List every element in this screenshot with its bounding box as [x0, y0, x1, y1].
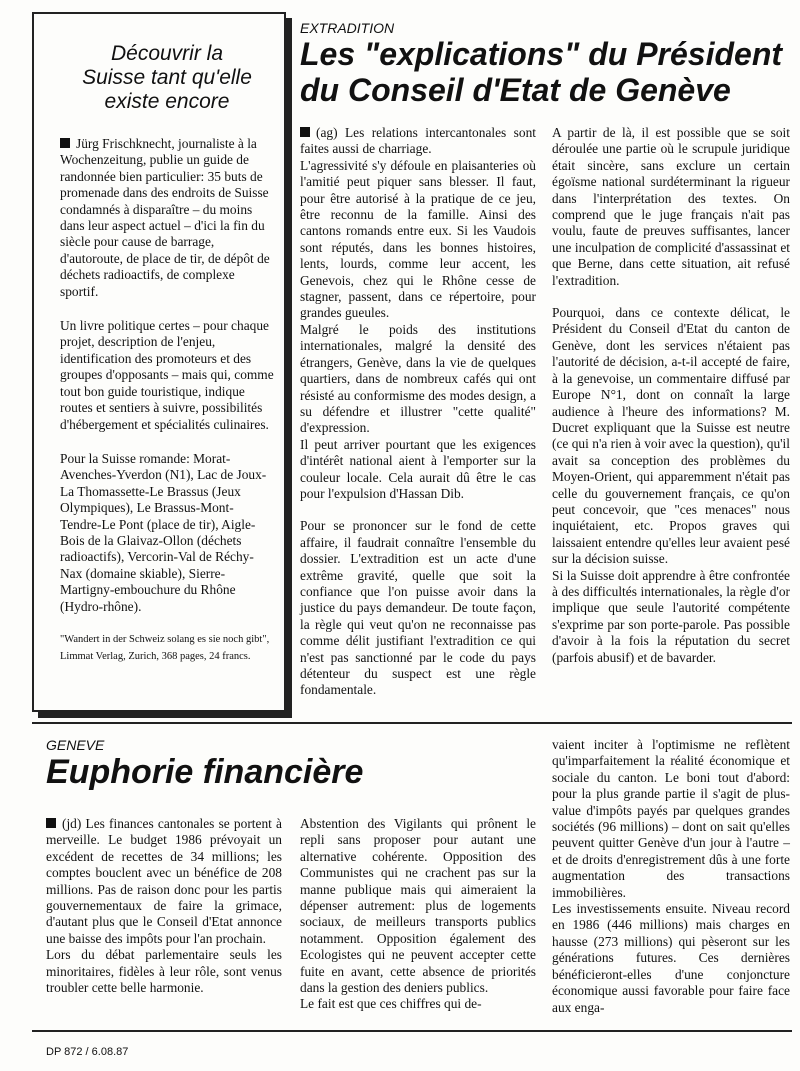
paragraph: Les investissements ensuite. Niveau record en 1986 (446 millions) mais charges en hausse (273 millions) qui pèseront sur les générations futures. Ces dernières bénéficieront-elles d'une conjoncture économique aussi favorable pour faire face aux enga- — [552, 901, 790, 1015]
paragraph: Si la Suisse doit apprendre à être confrontée à des difficultés internationales, la règle d'or implique que seule l'autorité compétente s'exprime par son porte-parole. Pas possible d'avoir à la fois la réputation du secret (parfois abusif) et de bavarder. — [552, 567, 790, 665]
issue-footer: DP 872 / 6.08.87 — [46, 1046, 129, 1058]
paragraph: Lors du débat parlementaire seuls les minoritaires, fidèles à leur rôle, sont venus troubler cette belle harmonie. — [46, 947, 282, 996]
article2-headline: Euphorie financière — [46, 753, 364, 791]
paragraph: Malgré le poids des institutions internationales, malgré la densité des étrangers, Genève, dans la vie de quelques quartiers, dans de nombreux cafés qui ont résisté au conformisme des modes design, a su défendre et illustrer "cette qualité" d'expression. — [300, 321, 536, 436]
sidebar-box — [32, 12, 286, 712]
article2-column-3 — [552, 737, 790, 1016]
paragraph: L'agressivité s'y défoule en plaisanteries où l'amitié peut piquer sans blesser. Il faut, pour être autorisé à la pratique de ce jeu, être reconnu de la famille. Ainsi des cantons romands entre eux. Si les Vaudois sont réputés, dans les bonnes histoires, lents, lourds, comme leur accent, les Genevois, chez qui le Rhône cesse de stagner, passent, dans ce répertoire, pour grandes gueules. — [300, 157, 536, 321]
paragraph: vaient inciter à l'optimisme ne reflètent qu'imparfaitement la réalité économique et sociale du canton. Le boni tout d'abord: pour la plus grande partie il s'agit de plus-value d'impôts payés par quelques grandes sociétés (96 millions) – dont on sait qu'elles peuvent quitter Genève d'un jour à l'autre – et de droits d'enregistrement dûs à une forte augmentation des transactions immobilières. — [552, 737, 790, 900]
bullet-square-icon — [60, 138, 70, 148]
sidebar-reference: "Wandert in der Schweiz solang es sie noch gibt", Limmat Verlag, Zurich, 368 pages, 24 francs. — [60, 633, 270, 662]
bullet-square-icon — [46, 818, 56, 828]
paragraph: (ag) Les relations intercantonales sont faites aussi de charriage. — [300, 125, 536, 157]
paragraph: (jd) Les finances cantonales se portent à merveille. Le budget 1986 prévoyait un excédent de recettes de 34 millions; les comptes bouclent avec un bénéfice de 208 millions. Pas de raison donc pour les partis gouvernementaux de faire la grimace, d'autant plus que le Conseil d'Etat annonce une baisse des impôts pour l'an prochain. — [46, 816, 282, 946]
article1-column-2 — [552, 125, 790, 666]
article1-headline: Les "explications" du Président du Conseil d'Etat de Genève — [300, 36, 783, 108]
section-divider — [32, 722, 792, 724]
paragraph: Abstention des Vigilants qui prônent le repli sans proposer pour autant une alternative cohérente. Opposition des Communistes qui ne crachent pas sur la manne publique mais qui aimeraient la dépenser autrement: plus de logements sociaux, de meilleurs transports publics notamment. Opposition également des Ecologistes qui ne peuvent accepter cette fuite en avant, cette absence de priorités dans la gestion des deniers publics. — [300, 816, 536, 996]
sidebar-title: Découvrir la Suisse tant qu'elle existe encore — [82, 42, 252, 113]
paragraph: Le fait est que ces chiffres qui de- — [300, 996, 482, 1012]
paragraph: A partir de là, il est possible que se soit déroulée une partie où le scrupule juridique était sincère, sans exclure un certain égoïsme national surdéterminant la rigueur dans l'interprétation des textes. On comprend que le juge français n'ait pas voulu, faute de preuves suffisantes, lancer une inculpation de complicité d'assassinat et que Berne, dans cette situation, ait refusé l'extradition. — [552, 125, 790, 288]
sidebar-content — [60, 42, 274, 665]
bullet-square-icon — [300, 127, 310, 137]
article1-column-1 — [300, 125, 536, 699]
article2-column-1 — [46, 816, 282, 996]
footer-rule — [32, 1030, 792, 1032]
sidebar-paragraph: Un livre politique certes – pour chaque projet, description de l'enjeu, identification des promoteurs et des groupes d'opposants – mais qui, comme tout bon guide touristique, indique routes et sentiers à suivre, possibilités d'hébergement et spécialités culinaires. — [60, 318, 274, 432]
article1-kicker: EXTRADITION — [300, 20, 395, 36]
paragraph: Pour se prononcer sur le fond de cette affaire, il faudrait connaître l'ensemble du dossier. L'extradition est un acte d'une extrême gravité, quelle que soit la confiance que l'on puisse avoir dans la justice du pays demandeur. De toute façon, la règle qui veut qu'on ne reconnaisse pas comme délit justifiant l'extradition ce qui n'est pas sanctionné par le code du pays détenteur du suspect est une règle fondamentale. — [300, 518, 536, 698]
paragraph: Il peut arriver pourtant que les exigences d'intérêt national aient à l'emporter sur la couleur locale. Cela aurait dû être le cas pour l'expulsion d'Hassan Dib. — [300, 436, 536, 501]
sidebar-paragraph: Jürg Frischknecht, journaliste à la Wochenzeitung, publie un guide de randonnée bien particulier: 35 buts de promenade dans des endroits de Suisse condamnés à disparaître – du moins dans leur aspect actuel – d'ici la fin du siècle pour cause de barrage, d'autoroute, de place de tir, de dépôt de déchets radioactifs, de complexe sportif. — [60, 136, 270, 299]
paragraph: Pourquoi, dans ce contexte délicat, le Président du Conseil d'Etat du canton de Genève, dont les services n'étaient pas l'autorité de décision, a-t-il accepté de faire, à la genevoise, un commentaire diffusé par Europe N°1, dont on connaît la large audience à l'heure des informations? M. Ducret expliquant que la Suisse est neutre (ce qui n'a rien à voir avec la question), qu'il avait sa conception des problèmes du Moyen-Orient, qui apparemment n'était pas celle du gouvernement français, ce qu'on peut concevoir, que "ces menaces" nous inquiétaient, etc. Propos graves qui laissaient entendre qu'elles leur avaient pesé sur la décision suisse. — [552, 305, 790, 567]
article2-column-2 — [300, 816, 536, 1013]
article2-kicker: GENEVE — [46, 737, 105, 753]
sidebar-paragraph: Pour la Suisse romande: Morat-Avenches-Yverdon (N1), Lac de Joux-La Thomassette-Le Brassus (Jeux Olympiques), Le Brassus-Mont-Tendre-Le Pont (place de tir), Aigle-Bois de la Glaivaz-Ollon (déchets radioactifs), Vercorin-Val de Réchy-Nax (domaine skiable), Sierre-Martigny-embouchure du Rhône (Hydro-rhône). — [60, 450, 267, 614]
